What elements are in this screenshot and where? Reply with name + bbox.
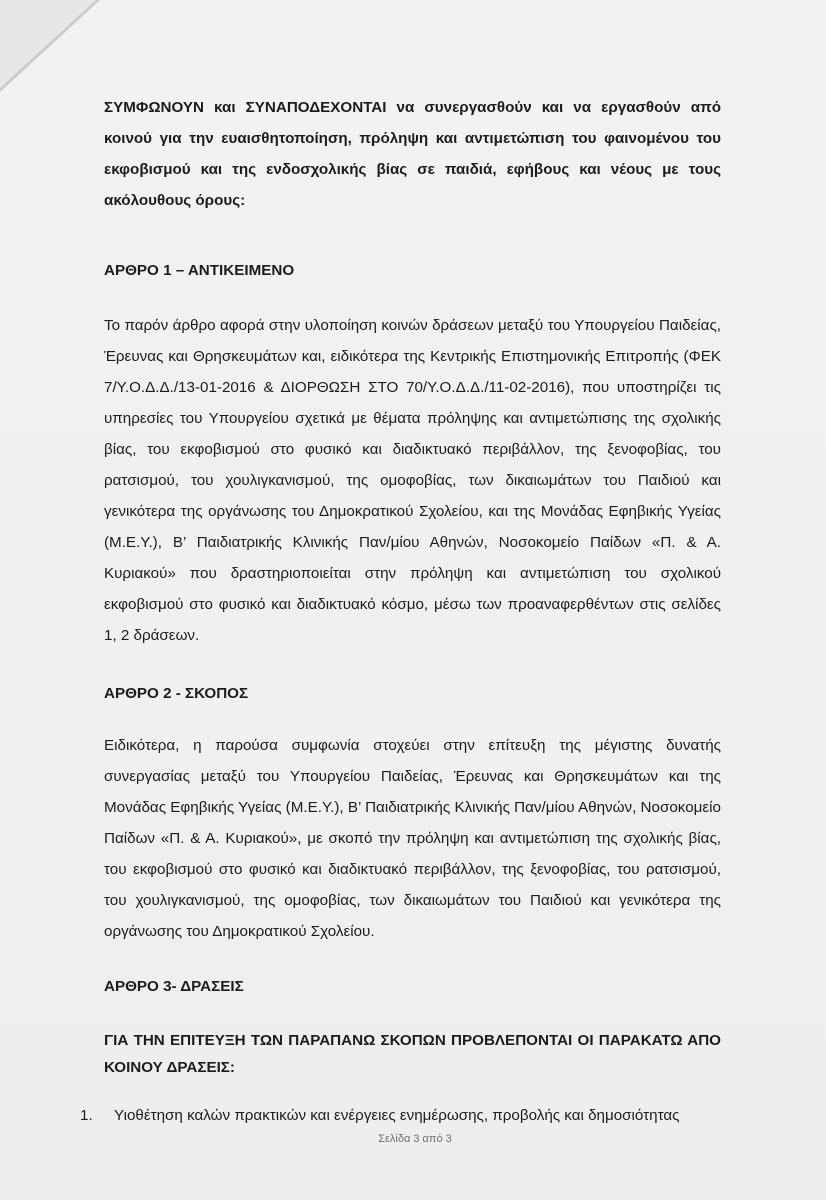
intro-paragraph: ΣΥΜΦΩΝΟΥΝ και ΣΥΝΑΠΟΔΕΧΟΝΤΑΙ να συνεργασθούν και να εργασθούν από κοινού για την ευαισθητοποίηση, πρόληψη και αντιμετώπιση του φαινομένου του εκφοβισμού και της ενδοσχολικής βίας σε παιδιά, εφήβους και νέους με τους ακόλουθους όρους: bbox=[104, 99, 721, 209]
article-1-body: Το παρόν άρθρο αφορά στην υλοποίηση κοινών δράσεων μεταξύ του Υπουργείου Παιδείας, Έρευνας και Θρησκευμάτων και, ειδικότερα της Κεντρικής Επιστημονικής Επιτροπής (ΦΕΚ 7/Υ.Ο.Δ.Δ./13-01-2016 & ΔΙΟΡΘΩΣΗ ΣΤΟ 70/Υ.Ο.Δ.Δ./11-02-2016), που υποστηρίζει τις υπηρεσίες του Υπουργείου σχετικά με θέματα πρόληψης και αντιμετώπισης της σχολικής βίας, του εκφοβισμού στο φυσικό και διαδικτυακό περιβάλλον, της ξενοφοβίας, του ρατσισμού, του χουλιγκανισμού, της ομοφοβίας, των δικαιωμάτων του Παιδιού και γενικότερα της οργάνωσης του Δημοκρατικού Σχολείου, και της Μονάδας Εφηβικής Υγείας (Μ.Ε.Υ.), Β’ Παιδιατρικής Κλινικής Παν/μίου Αθηνών, Νοσοκομείο Παίδων «Π. & Α. Κυριακού» που δραστηριοποιείται στην πρόληψη και αντιμετώπιση του σχολικού εκφοβισμού στο φυσικό και διαδικτυακό κόσμο, μέσω των προαναφερθέντων στις σελίδες 1, 2 δράσεων. bbox=[104, 317, 721, 644]
article-3-subheading: ΓΙΑ ΤΗΝ ΕΠΙΤΕΥΞΗ ΤΩΝ ΠΑΡΑΠΑΝΩ ΣΚΟΠΩΝ ΠΡΟΒΛΕΠΟΝΤΑΙ ΟΙ ΠΑΡΑΚΑΤΩ ΑΠΟ ΚΟΙΝΟΥ ΔΡΑΣΕΙΣ: bbox=[104, 1032, 721, 1076]
article-2-body: Ειδικότερα, η παρούσα συμφωνία στοχεύει στην επίτευξη της μέγιστης δυνατής συνεργασίας μεταξύ του Υπουργείου Παιδείας, Έρευνας και Θρησκευμάτων και της Μονάδας Εφηβικής Υγείας (Μ.Ε.Υ.), Β’ Παιδιατρικής Κλινικής Παν/μίου Αθηνών, Νοσοκομείο Παίδων «Π. & Α. Κυριακού», με σκοπό την πρόληψη και αντιμετώπιση της σχολικής βίας, του εκφοβισμού στο φυσικό και διαδικτυακό περιβάλλον, της ξενοφοβίας, του ρατσισμού, του χουλιγκανισμού, της ομοφοβίας, των δικαιωμάτων του Παιδιού και γενικότερα της οργάνωσης του Δημοκρατικού Σχολείου. bbox=[104, 737, 721, 940]
page-footer: Σελίδα 3 από 3 bbox=[378, 1133, 452, 1145]
article-3-heading: ΑΡΘΡΟ 3- ΔΡΑΣΕΙΣ bbox=[104, 978, 244, 995]
list-item bbox=[80, 1104, 730, 1128]
list-item-number: 1. bbox=[80, 1107, 93, 1124]
article-1-heading: ΑΡΘΡΟ 1 – ΑΝΤΙΚΕΙΜΕΝΟ bbox=[104, 262, 295, 279]
folded-corner-highlight bbox=[0, 0, 96, 88]
article-2-heading: ΑΡΘΡΟ 2 - ΣΚΟΠΟΣ bbox=[104, 685, 249, 702]
list-item-text: Υιοθέτηση καλών πρακτικών και ενέργειες ενημέρωσης, προβολής και δημοσιότητας bbox=[114, 1107, 680, 1124]
